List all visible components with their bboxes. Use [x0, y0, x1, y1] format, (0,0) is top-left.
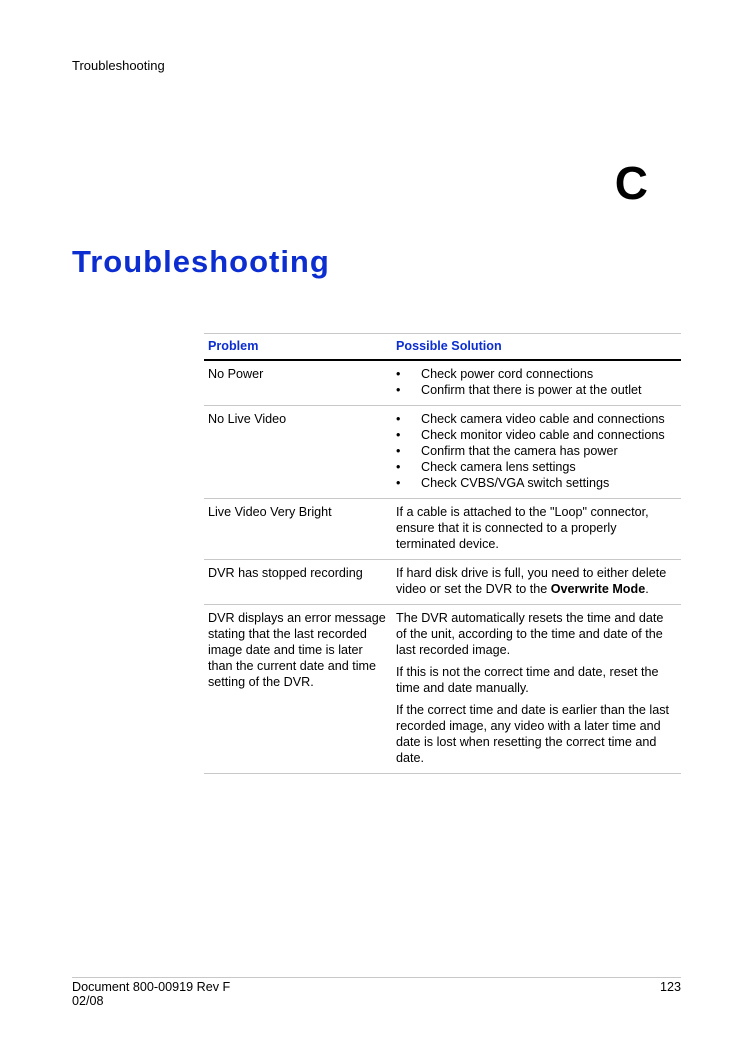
problem-cell: Live Video Very Bright	[204, 499, 392, 560]
document-number: Document 800-00919 Rev F	[72, 980, 231, 994]
document-date: 02/08	[72, 994, 104, 1008]
solution-bullet: • Check camera lens settings	[396, 459, 677, 475]
solution-cell	[392, 406, 681, 499]
solution-cell	[392, 560, 681, 605]
table-row	[204, 499, 681, 560]
table-row	[204, 406, 681, 499]
solution-cell	[392, 605, 681, 774]
table-header-row	[204, 334, 681, 361]
solution-bullet: • Check monitor video cable and connections	[396, 427, 677, 443]
solution-bullet-list	[396, 366, 677, 398]
solution-text: If hard disk drive is full, you need to either delete video or set the DVR to the	[396, 566, 667, 596]
solution-bullet: • Confirm that there is power at the outlet	[396, 382, 677, 398]
chapter-title: Troubleshooting	[72, 244, 330, 279]
solution-paragraph: If this is not the correct time and date, reset the time and date manually.	[396, 665, 659, 695]
page-number: 123	[659, 980, 681, 994]
solution-bullet: • Confirm that the camera has power	[396, 443, 677, 459]
troubleshooting-table	[204, 333, 681, 774]
solution-bullet: • Check camera video cable and connections	[396, 411, 677, 427]
solution-paragraph: If the correct time and date is earlier than the last recorded image, any video with a later time and date is lost when resetting the correct time and date.	[396, 703, 670, 765]
solution-cell: If a cable is attached to the "Loop" connector, ensure that it is connected to a properly terminated device.	[392, 499, 681, 560]
solution-bullet: • Check power cord connections	[396, 366, 677, 382]
overwrite-mode-term: Overwrite Mode	[550, 582, 646, 596]
solution-bullet-list	[396, 411, 677, 491]
running-head: Troubleshooting	[72, 58, 165, 73]
problem-cell: DVR displays an error message stating that the last recorded image date and time is later than the current date and time setting of the DVR.	[204, 605, 392, 774]
table-row	[204, 560, 681, 605]
table-row	[204, 360, 681, 406]
problem-cell: No Live Video	[204, 406, 392, 499]
column-header-solution: Possible Solution	[392, 334, 681, 361]
solution-text-end: .	[645, 582, 649, 596]
column-header-problem: Problem	[204, 334, 392, 361]
footer-document-info	[72, 980, 230, 1008]
problem-cell: No Power	[204, 360, 392, 406]
table-row	[204, 605, 681, 774]
solution-cell	[392, 360, 681, 406]
footer-divider	[72, 977, 681, 978]
problem-cell: DVR has stopped recording	[204, 560, 392, 605]
solution-bullet: • Check CVBS/VGA switch settings	[396, 475, 677, 491]
appendix-letter: C	[614, 157, 648, 209]
solution-paragraph: The DVR automatically resets the time and date of the unit, according to the time and date of the last recorded image.	[396, 611, 664, 657]
